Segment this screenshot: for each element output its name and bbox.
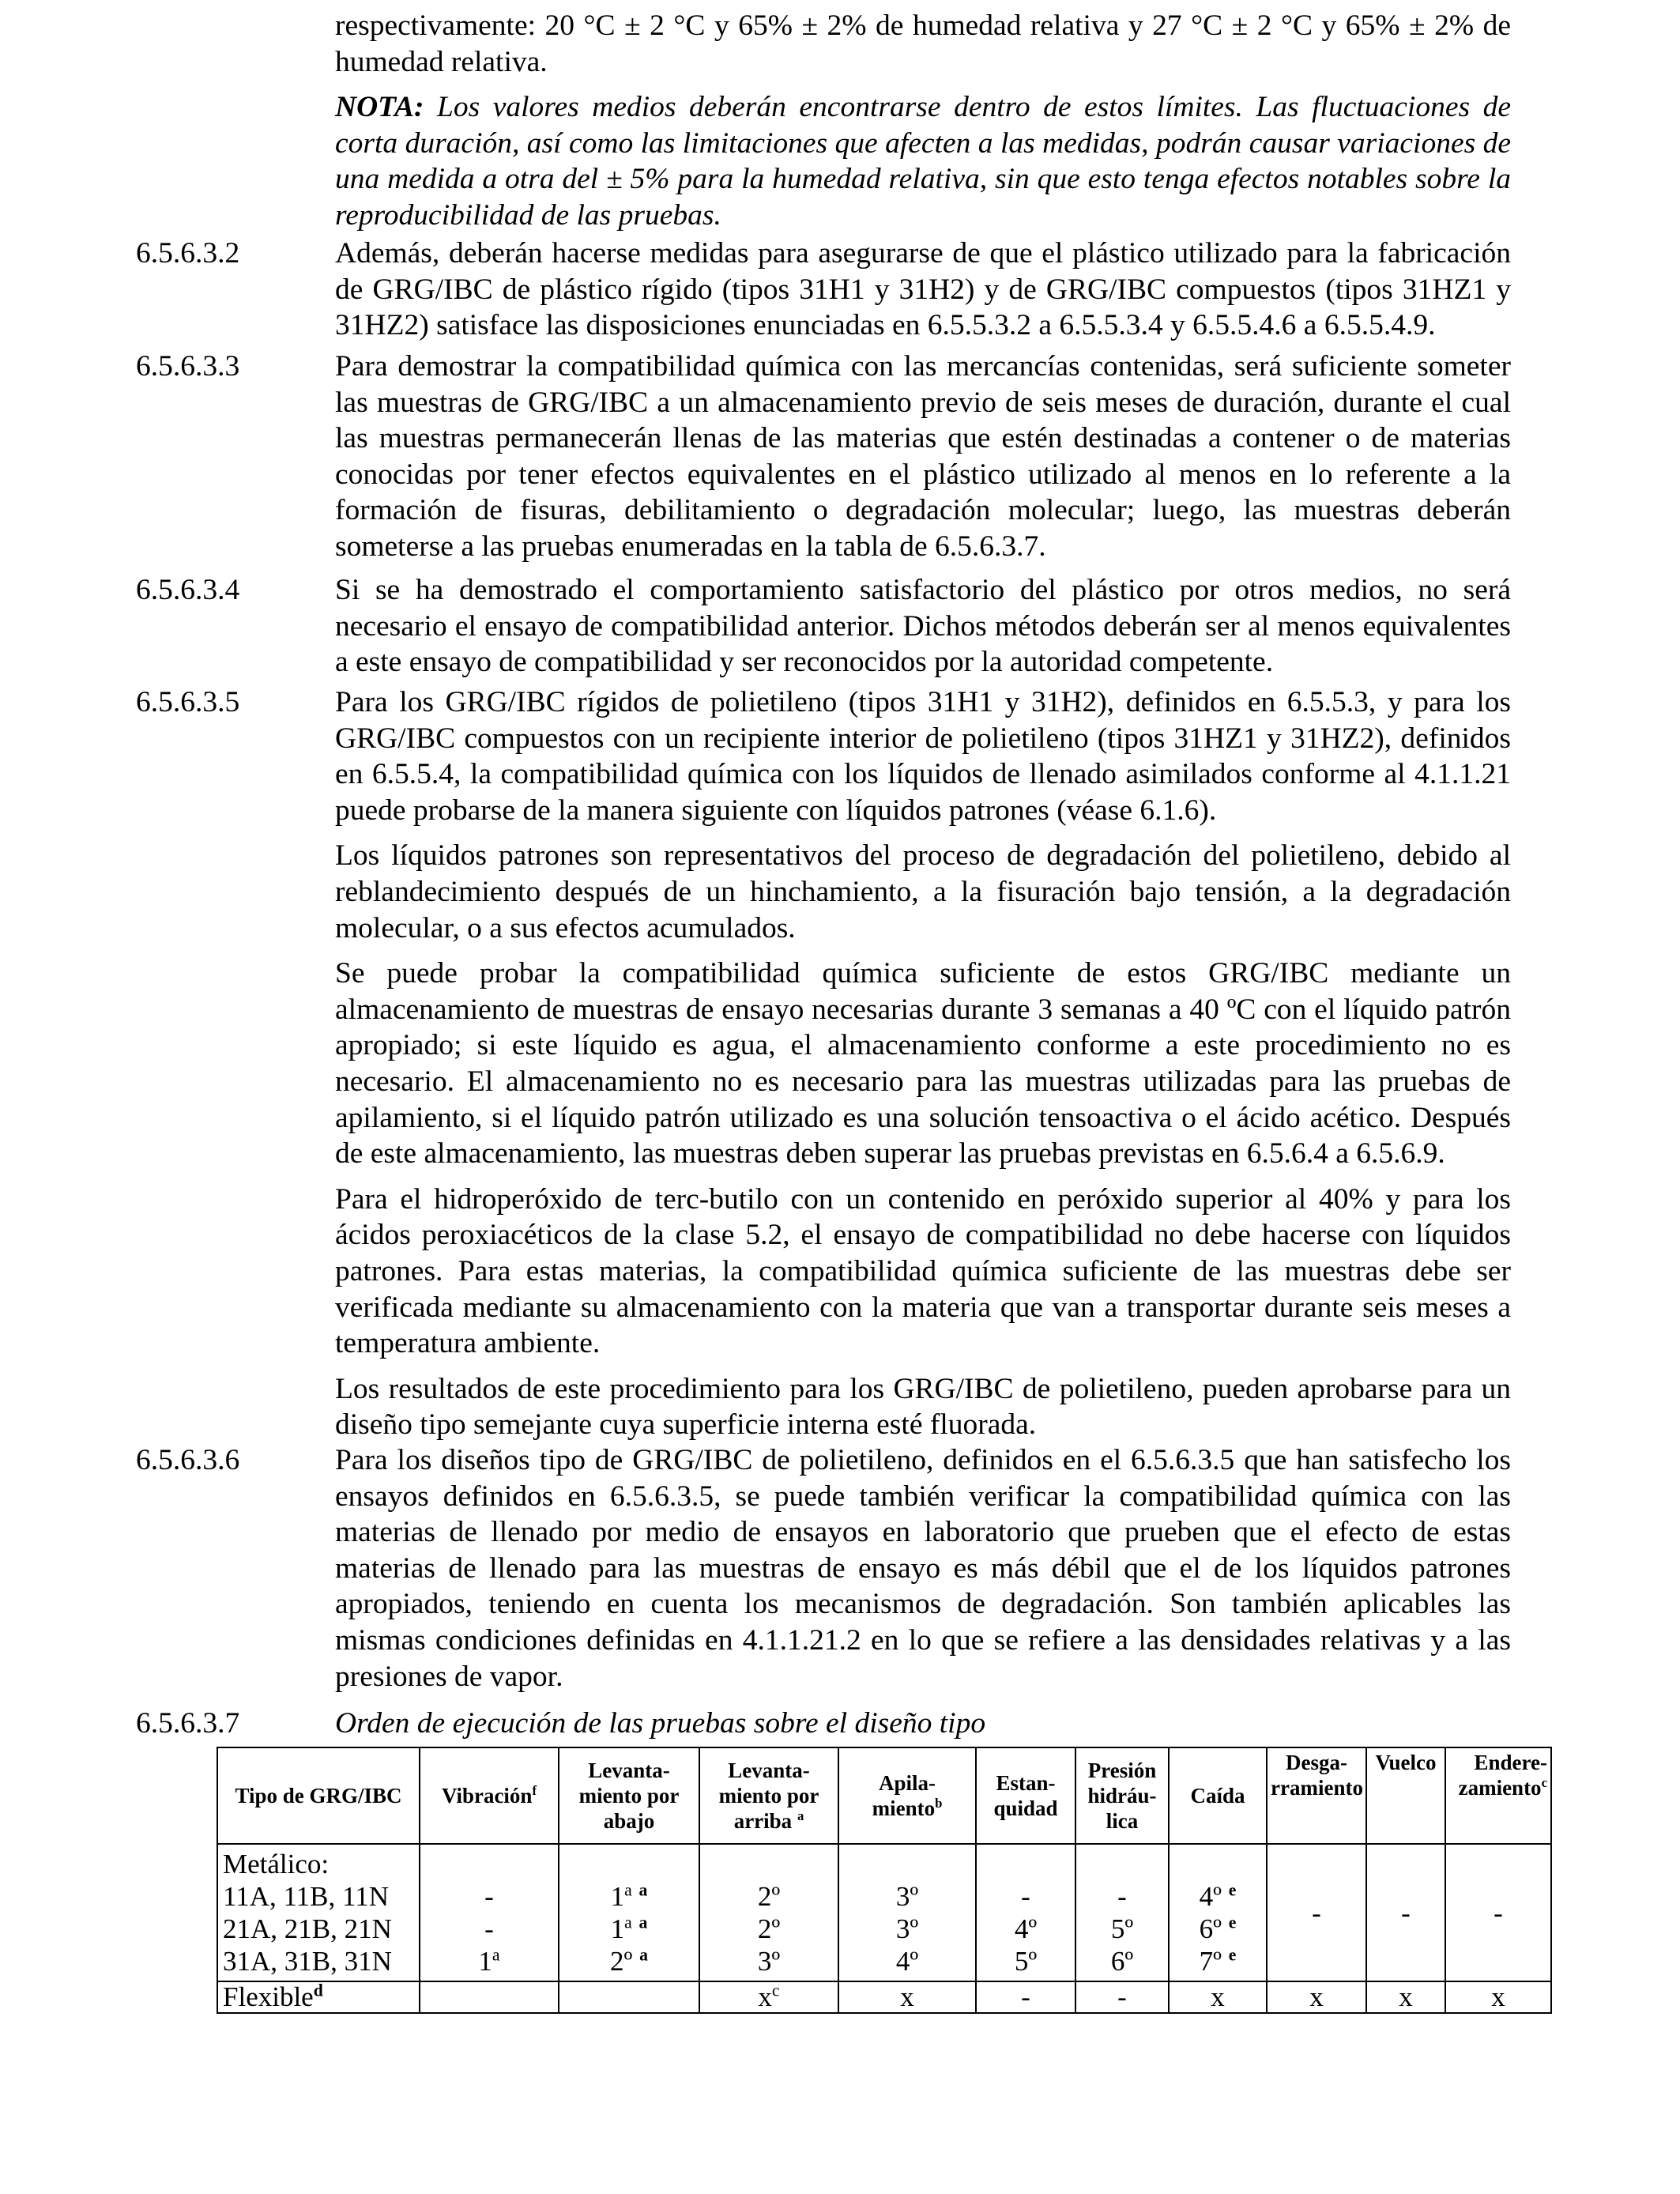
table-title: Orden de ejecución de las pruebas sobre el diseño tipo xyxy=(335,1707,986,1740)
section-number: 6.5.6.3.3 xyxy=(136,350,240,383)
cell-arriba-metalico: 2º 2º 3º xyxy=(699,1844,838,1981)
header-caida: Caída xyxy=(1169,1747,1267,1844)
section-paragraph: Para los diseños tipo de GRG/IBC de polietileno, definidos en el 6.5.6.3.5 que han satisfecho los ensayos definidos en 6.5.6.3.5, se puede también verificar la compatibilidad química con las materias de llenado por medio de ensayos en laboratorio que prueben que el efecto de estas materias de llenado para las muestras de ensayo es más débil que el de los líquidos patrones apropiados, teniendo en cuenta los mecanismos de degradación. Son también aplicables las mismas condiciones definidas en 4.1.1.21.2 en lo que se refiere a las densidades relativas y a las presiones de vapor. xyxy=(335,1444,1511,1693)
test-order-table xyxy=(217,1747,1552,2014)
section-number: 6.5.6.3.4 xyxy=(136,574,240,606)
header-desgarramiento: Desga- rramiento xyxy=(1267,1747,1366,1844)
section-paragraph: Además, deberán hacerse medidas para asegurarse de que el plástico utilizado para la fabricación de GRG/IBC de plástico rígido (tipos 31H1 y 31H2) y de GRG/IBC compuestos (tipos 31HZ1 y 31HZ2) satisface las disposiciones enunciadas en 6.5.5.3.2 a 6.5.5.3.4 y 6.5.5.4.6 a 6.5.5.4.9. xyxy=(335,237,1511,342)
section-paragraph: Los resultados de este procedimiento para los GRG/IBC de polietileno, pueden aprobarse para un diseño tipo semejante cuya superficie interna esté fluorada. xyxy=(335,1372,1511,1442)
note-text: Los valores medios deberán encontrarse dentro de estos límites. Las fluctuaciones de corta duración, así como las limitaciones que afecten a las medidas, podrán causar variaciones de una medida a otra del ± 5% para la humedad relativa, sin que esto tenga efectos notables sobre la reproducibilidad de las pruebas. xyxy=(335,91,1511,232)
section-paragraph: Para demostrar la compatibilidad química con las mercancías contenidas, será suficiente someter las muestras de GRG/IBC a un almacenamiento previo de seis meses de duración, durante el cual las muestras permanecerán llenas de las materias que estén destinadas a contener o de materias conocidas por tener efectos equivalentes en el plástico utilizado al menos en lo referente a la formación de fisuras, debilitamiento o degradación molecular; luego, las muestras deberán someterse a las pruebas enumeradas en la tabla de 6.5.6.3.7. xyxy=(335,350,1511,563)
cell-vuelco-flexible: x xyxy=(1366,1981,1445,2013)
section-paragraph: Se puede probar la compatibilidad química suficiente de estos GRG/IBC mediante un almacenamiento de muestras de ensayo necesarias durante 3 semanas a 40 ºC con el líquido patrón apropiado; si este líquido es agua, el almacenamiento conforme a este procedimiento no es necesario. El almacenamiento no es necesario para las muestras utilizadas para las pruebas de apilamiento, si el líquido patrón utilizado es una solución tensoactiva o el ácido acético. Después de este almacenamiento, las muestras deben superar las pruebas previstas en 6.5.6.4 a 6.5.6.9. xyxy=(335,957,1511,1171)
header-levantamiento-arriba: Levanta- miento por arriba $^a$ xyxy=(699,1747,838,1844)
section-paragraph: Si se ha demostrado el comportamiento satisfactorio del plástico por otros medios, no será necesario el ensayo de compatibilidad anterior. Dichos métodos deberán ser al menos equivalentes a este ensayo de compatibilidad y ser reconocidos por la autoridad competente. xyxy=(335,574,1511,679)
section-paragraph: Para el hidroperóxido de terc-butilo con un contenido en peróxido superior al 40% y para los ácidos peroxiacéticos de la clase 5.2, el ensayo de compatibilidad no debe hacerse con líquidos patrones. Para estas materias, la compatibilidad química suficiente de las muestras debe ser verificada mediante su almacenamiento con la materia que van a transportar durante seis meses a temperatura ambiente. xyxy=(335,1182,1511,1360)
cell-arriba-flexible: $x^c$ xyxy=(699,1981,838,2013)
header-presion-hidraulica: Presión hidráu- lica xyxy=(1075,1747,1169,1844)
section-number: 6.5.6.3.2 xyxy=(136,237,240,270)
cell-enderezamiento-metalico: - xyxy=(1445,1844,1551,1981)
section-number: 6.5.6.3.6 xyxy=(136,1444,240,1476)
cell-vuelco-metalico: - xyxy=(1366,1844,1445,1981)
intro-block xyxy=(136,8,1511,234)
cell-caida-metalico: 4º $^e$ 6º $^e$ 7º $^e$ xyxy=(1169,1844,1267,1981)
cell-estanquidad-metalico: - 4º 5º xyxy=(976,1844,1075,1981)
table-row-metalico xyxy=(217,1844,1551,1981)
section-6-5-6-3-5 xyxy=(136,684,1511,1443)
section-paragraph: Para los GRG/IBC rígidos de polietileno (tipos 31H1 y 31H2), definidos en 6.5.5.3, y para los GRG/IBC compuestos con un recipiente interior de polietileno (tipos 31HZ1 y 31HZ2), definidos en 6.5.5.4, la compatibilidad química con los líquidos de llenado asimilados conforme al 4.1.1.21 puede probarse de la manera siguiente con líquidos patrones (véase 6.1.6). xyxy=(335,686,1511,827)
header-levantamiento-abajo: Levanta- miento por abajo xyxy=(559,1747,699,1844)
header-apilamiento: Apila- miento$^b$ xyxy=(838,1747,976,1844)
cell-desgarramiento-metalico: - xyxy=(1267,1844,1366,1981)
cell-caida-flexible: x xyxy=(1169,1981,1267,2013)
cell-presion-flexible: - xyxy=(1075,1981,1169,2013)
note-paragraph xyxy=(335,89,1511,233)
cell-apilamiento-flexible: x xyxy=(838,1981,976,2013)
intro-text: respectivamente: 20 °C ± 2 °C y 65% ± 2% de humedad relativa y 27 °C ± 2 °C y 65% ± 2% de humedad relativa. xyxy=(335,9,1511,78)
cell-presion-metalico: - 5º 6º xyxy=(1075,1844,1169,1981)
cell-apilamiento-metalico: 3º 3º 4º xyxy=(838,1844,976,1981)
cell-desgarramiento-flexible: x xyxy=(1267,1981,1366,2013)
section-number: 6.5.6.3.7 xyxy=(136,1707,240,1740)
cell-abajo-metalico: 1$^a$ $^a$ 1$^a$ $^a$ 2º $^a$ xyxy=(559,1844,699,1981)
cell-abajo-flexible xyxy=(559,1981,699,2013)
section-paragraph: Los líquidos patrones son representativos del proceso de degradación del polietileno, debido al reblandecimiento después de un hinchamiento, a la fisuración bajo tensión, a la degradación molecular, o a sus efectos acumulados. xyxy=(335,839,1511,944)
cell-vibracion-metalico: - - 1$^a$ xyxy=(420,1844,559,1981)
section-6-5-6-3-7 xyxy=(136,1706,1511,1742)
header-vibracion: Vibración$^f$ xyxy=(420,1747,559,1844)
section-6-5-6-3-6 xyxy=(136,1442,1511,1695)
section-6-5-6-3-3 xyxy=(136,349,1511,565)
cell-enderezamiento-flexible: x xyxy=(1445,1981,1551,2013)
note-label: NOTA: xyxy=(335,91,424,124)
table-row-flexible xyxy=(217,1981,1551,2013)
section-6-5-6-3-2 xyxy=(136,236,1511,344)
header-vuelco: Vuelco xyxy=(1366,1747,1445,1844)
section-6-5-6-3-4 xyxy=(136,572,1511,680)
cell-estanquidad-flexible: - xyxy=(976,1981,1075,2013)
section-number: 6.5.6.3.5 xyxy=(136,686,240,718)
cell-vibracion-flexible xyxy=(420,1981,559,2013)
header-tipo: Tipo de GRG/IBC xyxy=(217,1747,420,1844)
cell-tipo-metalico: Metálico: 11A, 11B, 11N 21A, 21B, 21N 31A, 31B, 31N xyxy=(217,1844,420,1981)
header-estanquidad: Estan- quidad xyxy=(976,1747,1075,1844)
cell-tipo-flexible: Flexible$^d$ xyxy=(217,1981,420,2013)
header-enderezamiento: Endere- zamiento$^c$ xyxy=(1445,1747,1551,1844)
table-header-row xyxy=(217,1747,1551,1844)
